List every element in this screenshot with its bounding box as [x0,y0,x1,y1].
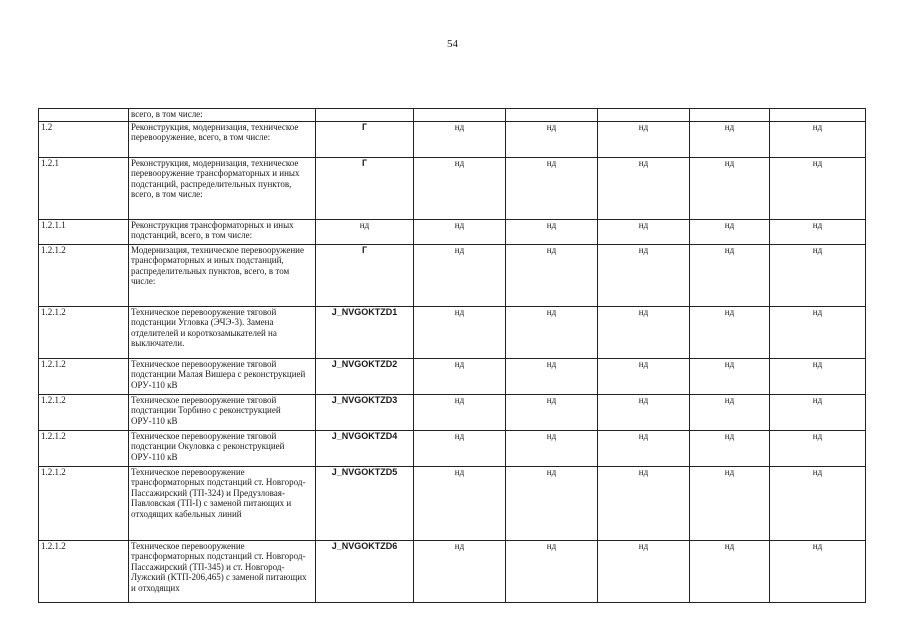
row-identifier: J_NVGOKTZD6 [316,541,414,603]
row-description: Реконструкция трансформаторных и иных подстанций, всего, в том числе: [129,220,316,245]
row-identifier: J_NVGOKTZD4 [316,431,414,467]
row-code: 1.2.1.2 [39,431,129,467]
row-value-2: нд [506,245,598,307]
row-code: 1.2.1.2 [39,467,129,541]
row-value-4: нд [690,431,770,467]
row-description: Модернизация, техническое перевооружение трансформаторных и иных подстанций, распределительных пунктов, всего, в том числе: [129,245,316,307]
row-identifier: нд [316,220,414,245]
row-code: 1.2 [39,122,129,158]
row-value-5: нд [770,467,866,541]
row-value-1: нд [414,307,506,359]
row-value-2 [506,109,598,122]
table-row [39,220,866,245]
row-value-4: нд [690,359,770,395]
row-value-1: нд [414,359,506,395]
table-row [39,395,866,431]
row-value-2: нд [506,541,598,603]
row-identifier [316,109,414,122]
table-row [39,541,866,603]
row-value-3: нд [598,395,690,431]
row-value-2: нд [506,158,598,220]
row-description: Реконструкция, модернизация, техническое перевооружение, всего, в том числе: [129,122,316,158]
row-code: 1.2.1.2 [39,245,129,307]
row-value-3: нд [598,245,690,307]
row-value-2: нд [506,122,598,158]
row-value-2: нд [506,220,598,245]
row-value-5: нд [770,122,866,158]
row-value-1: нд [414,395,506,431]
row-code: 1.2.1.2 [39,307,129,359]
row-value-4 [690,109,770,122]
table-row [39,245,866,307]
row-identifier: J_NVGOKTZD2 [316,359,414,395]
row-value-5: нд [770,307,866,359]
row-value-4: нд [690,307,770,359]
row-description: Техническое перевооружение трансформаторных подстанций ст. Новгород-Пассажирский (ТП-345) и ст. Новгород-Лужский (КТП-206,465) с заменой питающих и отходящих [129,541,316,603]
table-row [39,307,866,359]
row-value-5: нд [770,541,866,603]
row-value-1: нд [414,467,506,541]
row-value-4: нд [690,158,770,220]
row-identifier: J_NVGOKTZD1 [316,307,414,359]
row-value-3: нд [598,541,690,603]
row-value-5: нд [770,158,866,220]
row-value-3: нд [598,307,690,359]
table-row [39,467,866,541]
row-description: Техническое перевооружение тяговой подстанции Малая Вишера с реконструкцией ОРУ-110 кВ [129,359,316,395]
row-identifier: Г [316,245,414,307]
row-value-1: нд [414,245,506,307]
row-value-1: нд [414,541,506,603]
row-value-5: нд [770,220,866,245]
investment-table [38,108,866,603]
row-description: Техническое перевооружение тяговой подстанции Торбино с реконструкцией ОРУ-110 кВ [129,395,316,431]
page-number: 54 [447,38,458,50]
row-value-1: нд [414,431,506,467]
row-value-1: нд [414,158,506,220]
row-value-4: нд [690,245,770,307]
table-row [39,158,866,220]
row-description: Техническое перевооружение тяговой подстанции Угловка (ЭЧЭ-3). Замена отделителей и короткозамыкателей на выключатели. [129,307,316,359]
row-value-3: нд [598,220,690,245]
row-value-5: нд [770,245,866,307]
row-value-2: нд [506,307,598,359]
row-value-3: нд [598,431,690,467]
row-description: Техническое перевооружение тяговой подстанции Окуловка с реконструкцией ОРУ-110 кВ [129,431,316,467]
row-code: 1.2.1.2 [39,359,129,395]
row-description: Реконструкция, модернизация, техническое перевооружение трансформаторных и иных подстанций, распределительных пунктов, всего, в том числе: [129,158,316,220]
row-code [39,109,129,122]
row-value-5: нд [770,395,866,431]
table-row [39,431,866,467]
row-value-4: нд [690,220,770,245]
row-code: 1.2.1.2 [39,395,129,431]
row-value-2: нд [506,431,598,467]
row-value-4: нд [690,541,770,603]
row-value-1 [414,109,506,122]
row-value-4: нд [690,395,770,431]
table-row [39,122,866,158]
row-value-4: нд [690,467,770,541]
table-row [39,109,866,122]
row-value-5 [770,109,866,122]
row-value-5: нд [770,359,866,395]
row-value-2: нд [506,467,598,541]
row-description: всего, в том числе: [129,109,316,122]
row-value-3 [598,109,690,122]
row-value-5: нд [770,431,866,467]
row-description: Техническое перевооружение трансформаторных подстанций ст. Новгород-Пассажирский (ТП-324) и Предузловая-Павловская (ТП-I) с заменой питающих и отходящих кабельных линий [129,467,316,541]
row-value-3: нд [598,359,690,395]
row-code: 1.2.1.1 [39,220,129,245]
table-body [39,109,866,603]
row-value-1: нд [414,220,506,245]
row-identifier: Г [316,158,414,220]
row-value-3: нд [598,467,690,541]
row-value-3: нд [598,122,690,158]
row-value-4: нд [690,122,770,158]
row-value-2: нд [506,359,598,395]
row-identifier: J_NVGOKTZD3 [316,395,414,431]
row-identifier: J_NVGOKTZD5 [316,467,414,541]
row-value-1: нд [414,122,506,158]
row-code: 1.2.1 [39,158,129,220]
row-identifier: Г [316,122,414,158]
table-row [39,359,866,395]
row-code: 1.2.1.2 [39,541,129,603]
row-value-3: нд [598,158,690,220]
row-value-2: нд [506,395,598,431]
